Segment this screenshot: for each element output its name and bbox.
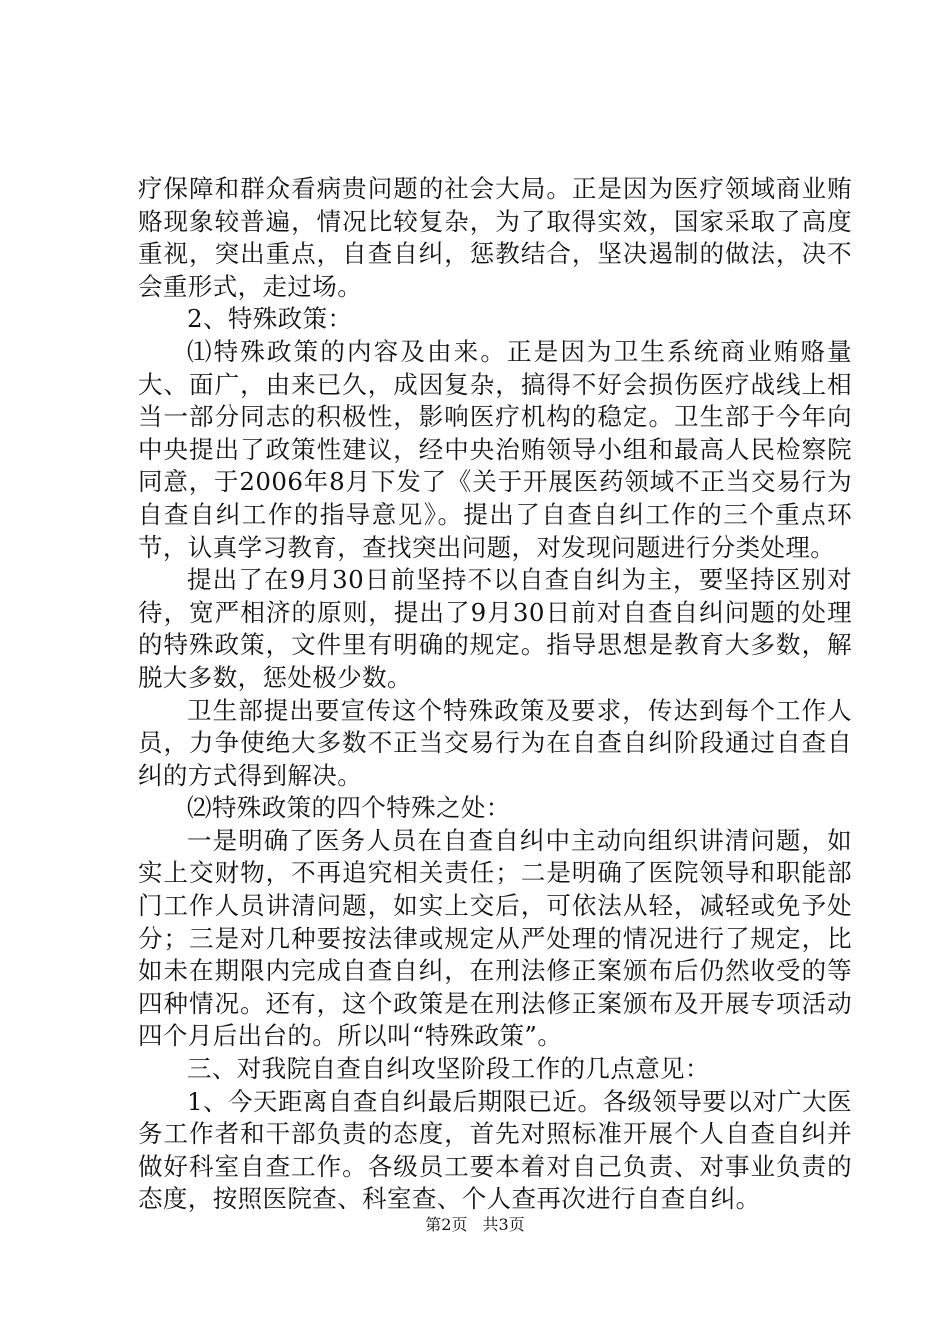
paragraph-continuation: 疗保障和群众看病贵问题的社会大局。正是因为医疗领域商业贿赂现象较普遍，情况比较复杂，为了取得实效，国家采取了高度重视，突出重点，自查自纠，惩教结合，坚决遏制的做法，决不会重形式，走过场。 — [138, 174, 852, 301]
page-total: 共3页 — [482, 1215, 525, 1234]
paragraph-deadline-policy: 提出了在9月30日前坚持不以自查自纠为主，要坚持区别对待，宽严相济的原则，提出了9月30日前对自查自纠问题的处理的特殊政策，文件里有明确的规定。指导思想是教育大多数，解脱大多数，惩处极少数。 — [138, 565, 852, 692]
section-heading-special-policy: 2、特殊政策： — [187, 304, 353, 334]
paragraph-opinion-1: 1、今天距离自查自纠最后期限已近。各级领导要以对广大医务工作者和干部负责的态度，首先对照标准开展个人自查自纠并做好科室自查工作。各级员工要本着对自己负责、对事业负责的态度，按照医院查、科室查、个人查再次进行自查自纠。 — [138, 1086, 852, 1214]
subheading-four-specials: ⑵特殊政策的四个特殊之处： — [187, 793, 511, 823]
page-number: 第2页 — [425, 1215, 468, 1234]
paragraph-policy-origin: ⑴特殊政策的内容及由来。正是因为卫生系统商业贿赂量大、面广，由来已久，成因复杂，搞得不好会损伤医疗战线上相当一部分同志的积极性，影响医疗机构的稳定。卫生部于今年向中央提出了政策性建议，经中央治贿领导小组和最高人民检察院同意，于2006年8月下发了《关于开展医药领域不正当交易行为自查自纠工作的指导意见》。提出了自查自纠工作的三个重点环节，认真学习教育，查找突出问题，对发现问题进行分类处理。 — [138, 336, 852, 562]
paragraph-four-specials: 一是明确了医务人员在自查自纠中主动向组织讲清问题，如实上交财物，不再追究相关责任；二是明确了医院领导和职能部门工作人员讲清问题，如实上交后，可依法从轻，减轻或免予处分；三是对几种要按法律或规定从严处理的情况进行了规定，比如未在期限内完成自查自纠，在刑法修正案颁布后仍然收受的等四种情况。还有，这个政策是在刑法修正案颁布及开展专项活动四个月后出台的。所以叫“特殊政策”。 — [138, 825, 852, 1051]
paragraph-ministry-publicity: 卫生部提出要宣传这个特殊政策及要求，传达到每个工作人员，力争使绝大多数不正当交易行为在自查自纠阶段通过自查自纠的方式得到解决。 — [138, 695, 852, 790]
page-footer — [0, 1215, 950, 1235]
document-body — [138, 173, 852, 1216]
section-heading-opinions: 三、对我院自查自纠攻坚阶段工作的几点意见： — [187, 1054, 710, 1084]
